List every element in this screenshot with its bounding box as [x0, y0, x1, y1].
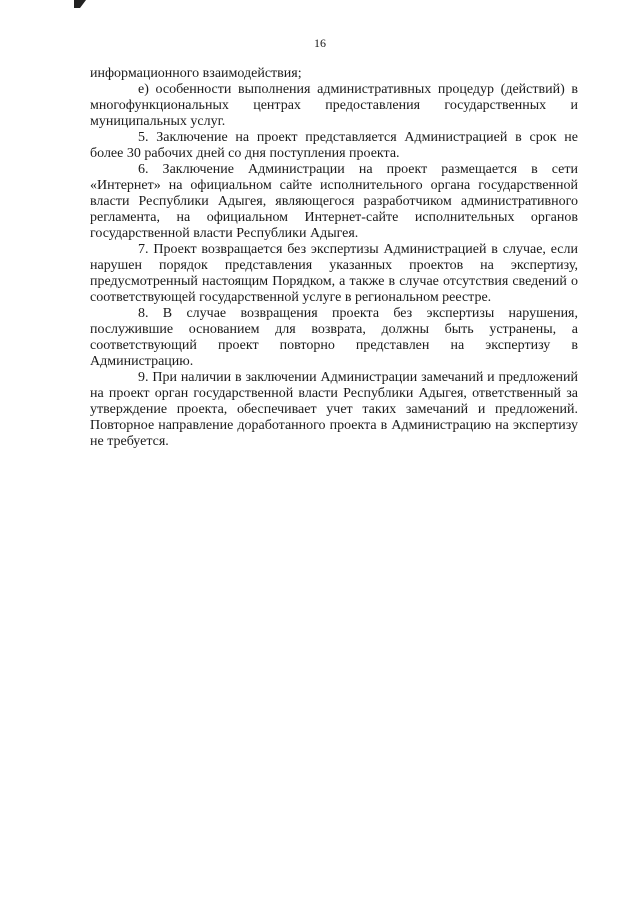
paragraph-item-7: 7. Проект возвращается без экспертизы Администрацией в случае, если нарушен порядок представления указанных проектов на экспертизу, предусмотренный настоящим Порядком, а также в случае отсутствия сведений о соответствующей государственной услуге в региональном реестре.	[90, 242, 578, 305]
scan-corner-mark	[74, 0, 86, 8]
paragraph-continuation: информационного взаимодействия;	[90, 66, 302, 81]
page-number: 16	[314, 36, 326, 50]
document-body	[90, 66, 578, 450]
paragraph-item-6: 6. Заключение Администрации на проект размещается в сети «Интернет» на официальном сайте исполнительного органа государственной власти Республики Адыгея, являющегося разработчиком административного регламента, на официальном Интернет-сайте исполнительных органов государственной власти Республики Адыгея.	[90, 162, 578, 241]
paragraph-item-8: 8. В случае возвращения проекта без экспертизы нарушения, послужившие основанием для возврата, должны быть устранены, а соответствующий проект повторно представлен на экспертизу в Администрацию.	[90, 306, 578, 369]
paragraph-item-e: е) особенности выполнения административных процедур (действий) в многофункциональных центрах предоставления государственных и муниципальных услуг.	[90, 82, 578, 129]
paragraph-item-9: 9. При наличии в заключении Администрации замечаний и предложений на проект орган государственной власти Республики Адыгея, ответственный за утверждение проекта, обеспечивает учет таких замечаний и предложений. Повторное направление доработанного проекта в Администрацию на экспертизу не требуется.	[90, 370, 578, 449]
paragraph-item-5: 5. Заключение на проект представляется Администрацией в срок не более 30 рабочих дней со дня поступления проекта.	[90, 130, 578, 161]
